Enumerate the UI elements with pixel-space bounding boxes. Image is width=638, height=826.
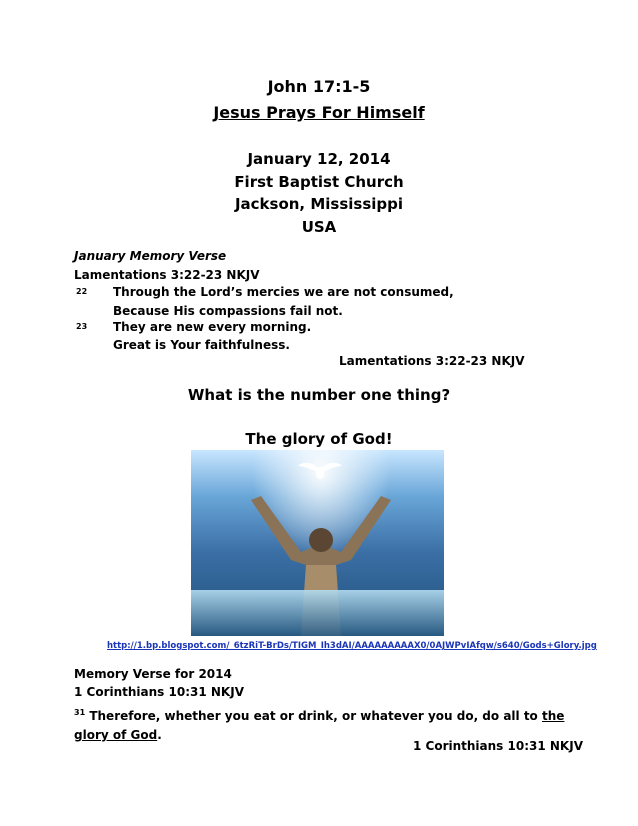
verse-22-line-2: Because His compassions fail not. [113, 304, 343, 318]
memory-2014-reference: 1 Corinthians 10:31 NKJV [74, 685, 244, 699]
verse-number-31: 31 [74, 708, 86, 717]
church-country: USA [301, 218, 337, 236]
memory-verse-citation: Lamentations 3:22-23 NKJV [339, 354, 525, 368]
question-heading: What is the number one thing? [187, 386, 451, 404]
verse-22-line-1: Through the Lord’s mercies we are not consumed, [113, 285, 454, 299]
verse-number-23: 23 [76, 322, 88, 331]
memory-verse-reference: Lamentations 3:22-23 NKJV [74, 268, 260, 282]
verse-23-line-1: They are new every morning. [113, 320, 312, 334]
answer-heading: The glory of God! [245, 430, 393, 448]
page-title: John 17:1-5 [267, 77, 371, 96]
memory-2014-citation: 1 Corinthians 10:31 NKJV [413, 739, 583, 753]
memory-verse-heading: January Memory Verse [74, 249, 227, 263]
verse-23-line-2: Great is Your faithfulness. [113, 338, 290, 352]
water-splash [191, 590, 444, 636]
glory-of-god-image [191, 450, 444, 636]
image-source-link[interactable]: http://1.bp.blogspot.com/_6tzRiT-BrDs/TIGM_Ih3dAI/AAAAAAAAAX0/0AJWPvIAfqw/s640/Gods+Glory.jpg [107, 641, 597, 651]
verse-31-underlined: the glory of God [74, 709, 565, 742]
sermon-date: January 12, 2014 [247, 150, 391, 168]
page-subtitle: Jesus Prays For Himself [213, 103, 425, 122]
church-name: First Baptist Church [234, 173, 404, 191]
memory-2014-heading: Memory Verse for 2014 [74, 667, 232, 681]
verse-number-22: 22 [76, 287, 88, 296]
verse-31-end: . [157, 728, 162, 742]
verse-31-main: Therefore, whether you eat or drink, or whatever you do, do all to [89, 709, 538, 723]
dove-icon [297, 458, 343, 482]
church-city: Jackson, Mississippi [234, 195, 404, 213]
